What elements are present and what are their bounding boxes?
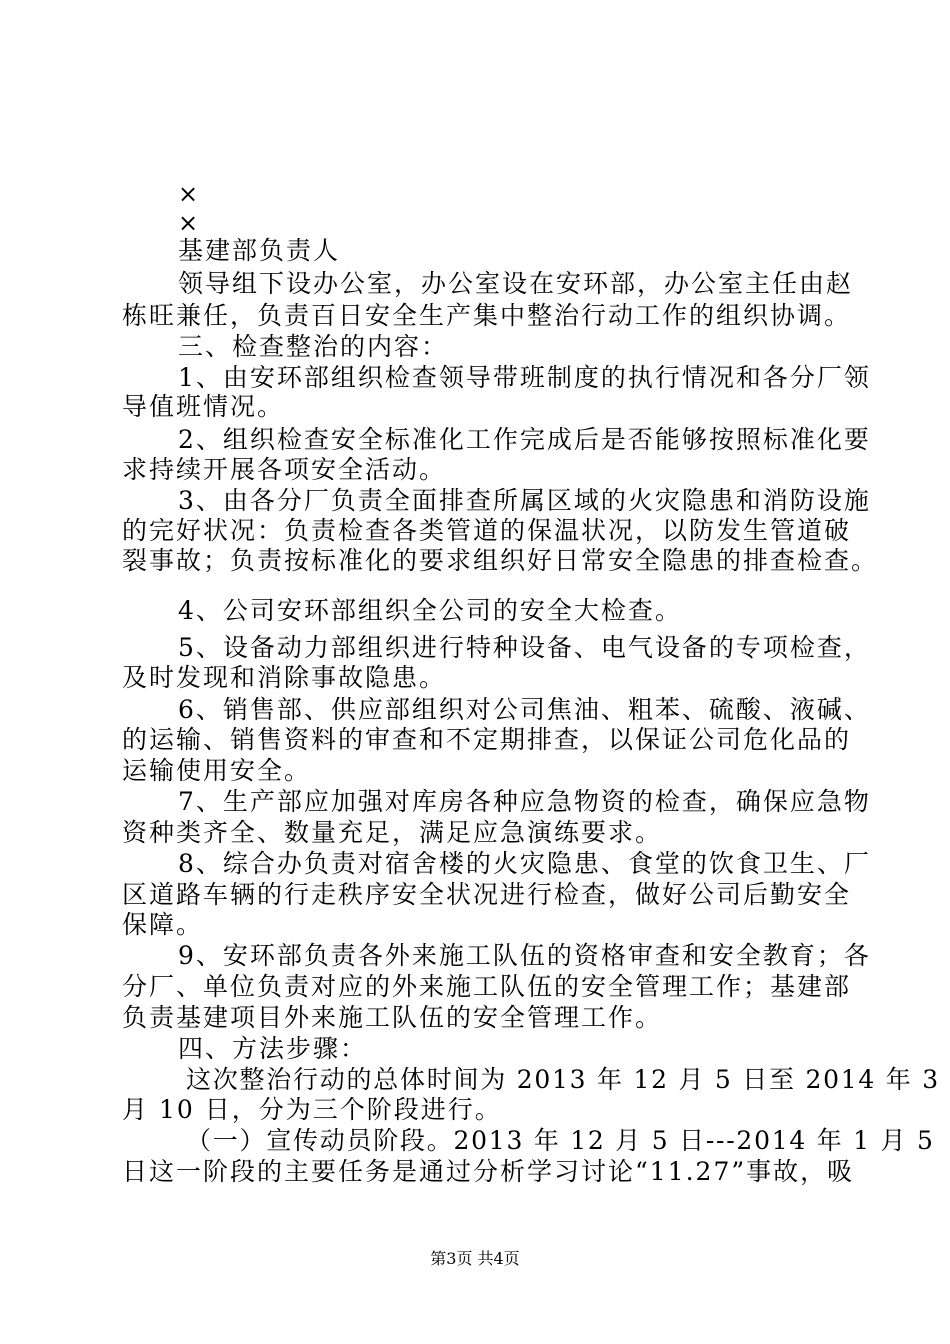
text-line: 日这一阶段的主要任务是通过分析学习讨论“11.27”事故，吸	[122, 1157, 855, 1186]
section-heading: 三、检查整治的内容：	[178, 332, 449, 361]
text-line: 保障。	[122, 910, 204, 939]
text-line: 8、综合办负责对宿舍楼的火灾隐患、食堂的饮食卫生、厂	[178, 849, 871, 878]
text-line: 月 10 日，分为三个阶段进行。	[122, 1095, 502, 1124]
text-line: 4、公司安环部组织全公司的安全大检查。	[178, 596, 682, 625]
text-line: 导值班情况。	[122, 392, 285, 421]
text-line: 的完好状况：负责检查各类管道的保温状况，以防发生管道破	[122, 516, 852, 545]
text-line: 这次整治行动的总体时间为 2013 年 12 月 5 日至 2014 年 3	[186, 1065, 940, 1094]
text-line: 1、由安环部组织检查领导带班制度的执行情况和各分厂领	[178, 363, 871, 392]
text-line: 7、生产部应加强对库房各种应急物资的检查，确保应急物	[178, 787, 871, 816]
section-heading: 四、方法步骤：	[178, 1034, 368, 1063]
page-number-footer: 第3页 共4页	[430, 1249, 520, 1268]
text-line: 求持续开展各项安全活动。	[122, 455, 447, 484]
text-line: 2、组织检查安全标准化工作完成后是否能够按照标准化要	[178, 425, 871, 454]
text-line: 分厂、单位负责对应的外来施工队伍的安全管理工作；基建部	[122, 972, 852, 1001]
text-line: 5、设备动力部组织进行特种设备、电气设备的专项检查，	[178, 633, 871, 662]
text-line: 资种类齐全、数量充足，满足应急演练要求。	[122, 818, 663, 847]
text-line: 运输使用安全。	[122, 756, 312, 785]
text-line: 及时发现和消除事故隐患。	[122, 663, 447, 692]
text-line: 6、销售部、供应部组织对公司焦油、粗苯、硫酸、液碱、	[178, 695, 871, 724]
text-line: （一）宣传动员阶段。2013 年 12 月 5 日---2014 年 1 月 5	[186, 1126, 935, 1155]
text-line: 基建部负责人	[178, 236, 341, 265]
text-line: 栋旺兼任，负责百日安全生产集中整治行动工作的组织协调。	[122, 301, 852, 330]
text-line: 领导组下设办公室，办公室设在安环部，办公室主任由赵	[178, 269, 854, 298]
text-line: 负责基建项目外来施工队伍的安全管理工作。	[122, 1003, 663, 1032]
cross-mark: ×	[178, 180, 199, 208]
text-line: 9、安环部负责各外来施工队伍的资格审查和安全教育；各	[178, 941, 871, 970]
text-line: 区道路车辆的行走秩序安全状况进行检查，做好公司后勤安全	[122, 880, 852, 909]
text-line: 3、由各分厂负责全面排查所属区域的火灾隐患和消防设施	[178, 486, 871, 515]
cross-mark: ×	[178, 209, 199, 237]
text-line: 裂事故；负责按标准化的要求组织好日常安全隐患的排查检查。	[122, 546, 879, 575]
text-line: 的运输、销售资料的审查和不定期排查，以保证公司危化品的	[122, 725, 852, 754]
